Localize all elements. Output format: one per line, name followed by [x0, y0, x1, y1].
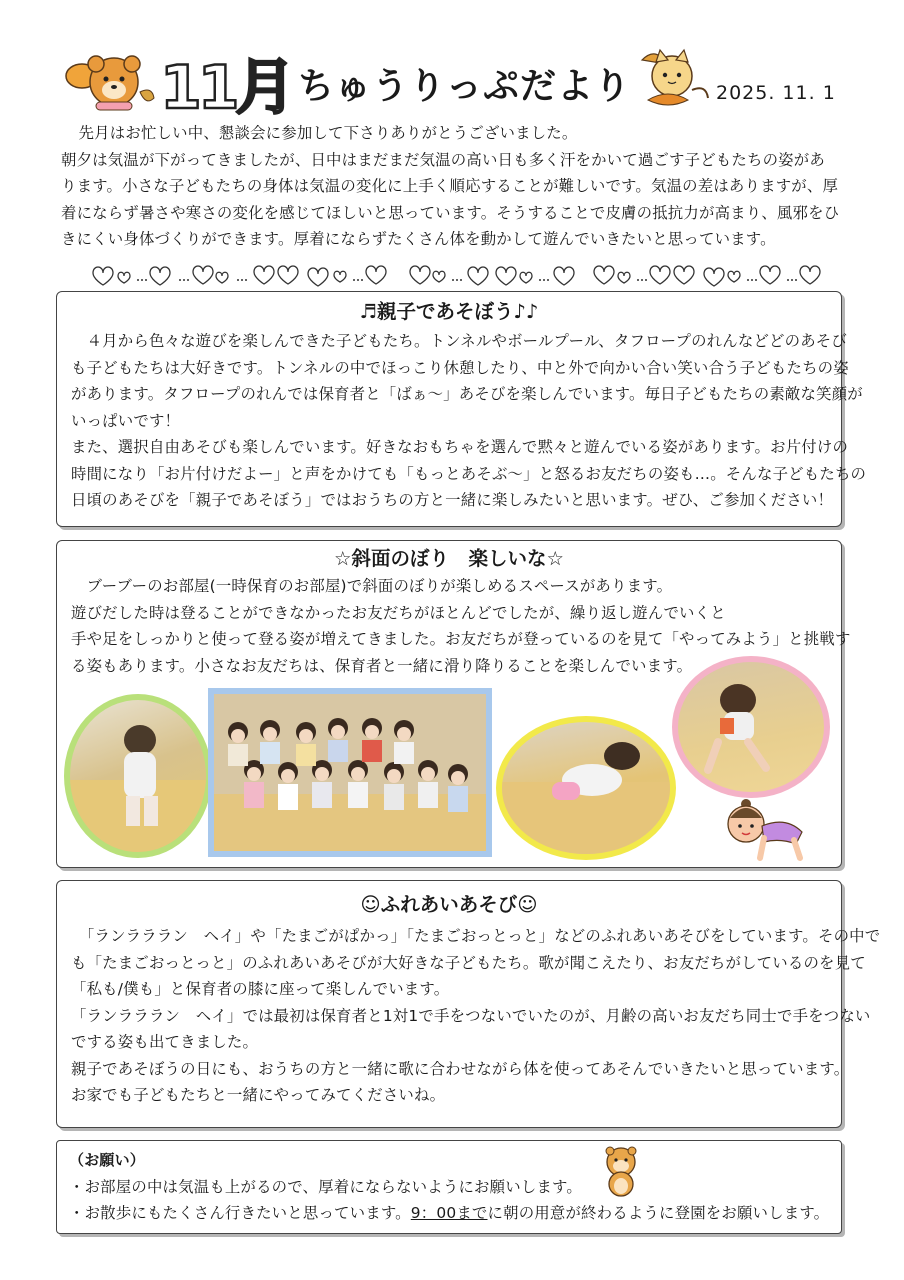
- section-line: 日頃のあそびを「親子であそぼう」ではおうちの方と一緒に楽しみたいと思います。ぜひ、ご参加ください！: [71, 491, 834, 509]
- section-line: 時間になり「お片付けだよー」と声をかけても「もっとあそぶ～」と怒るお友だちの姿も…。そんな子どもたちの: [71, 464, 867, 483]
- section-line: 遊びだした時は登ることができなかったお友だちがほとんどでしたが、繰り返し遊んでいくと: [71, 603, 726, 622]
- section-line: ブーブーのお部屋(一時保育のお部屋)で斜面のぼりが楽しめるスペースがあります。: [71, 577, 673, 595]
- section-line: 親子であそぼうの日にも、おうちの方と一緒に歌に合わせながら体を使ってあそんでいきたいと思っています。: [71, 1059, 850, 1078]
- photo-climbing-child-2: [496, 716, 676, 860]
- intro-line: 朝夕は気温が下がってきましたが、日中はまだまだ気温の高い日も多く汗をかいて過ごす子どもたちの姿があ: [61, 150, 825, 169]
- section-parent-child-play: [56, 291, 867, 527]
- section-line: る姿もあります。小さなお友だちは、保育者と一緒に滑り降りることを楽しんでいます。: [71, 656, 693, 675]
- cat-illustration: [634, 46, 714, 110]
- intro-line: きにくい身体づくりができます。厚着にならずたくさん体を動かして遊んでいきたいと思っています。: [61, 230, 776, 248]
- section-line: また、選択自由あそびも楽しんでいます。好きなおもちゃを選んで黙々と遊んでいる姿があります。お片付けの: [71, 438, 849, 456]
- section-line: 「ランラララン ヘイ」や「たまごがぱかっ」「たまごおっとっと」などのふれあいあそびをしています。その中で: [71, 927, 881, 945]
- section-line: 手や足をしっかりと使って登る姿が増えてきました。お友だちが登っているのを見て「やってみよう」と挑戦す: [71, 630, 851, 648]
- section-line: も「たまごおっとっと」のふれあいあそびが大好きな子どもたち。歌が聞こえたり、お友だちがしているのを見て: [71, 953, 866, 972]
- section-contact-play: [56, 880, 881, 1128]
- photo-climbing-child-1: [64, 694, 212, 858]
- section-line: があります。タフロープのれんでは保育者と「ばぁ～」あそびを楽しんでいます。毎日子どもたちの素敵な笑顔が: [71, 385, 863, 403]
- section-line: いっぱいです！: [71, 411, 181, 430]
- request-heading: （お願い）: [69, 1151, 146, 1169]
- section-heading: ♬親子であそぼう♪♪: [359, 300, 539, 323]
- section-heading: ☆斜面のぼり 楽しいな☆: [334, 547, 564, 570]
- request-box: [56, 1140, 842, 1234]
- issue-date: 2025. 11. 1: [716, 82, 836, 104]
- photo-climbing-child-3: [672, 656, 830, 798]
- intro-line: ります。小さな子どもたちの身体は気温の変化に上手く順応することが難しいです。気温の差はありますが、厚: [61, 177, 839, 195]
- section-heading: ☺ふれあいあそび☺: [360, 893, 538, 916]
- request-item-text: に朝の用意が終わるように登園をお願いします。: [487, 1204, 830, 1222]
- section-line: 「私も/僕も」と保育者の膝に座って楽しんでいます。: [71, 980, 450, 998]
- request-item: ・お部屋の中は気温も上がるので、厚着にならないようにお願いします。: [69, 1177, 582, 1196]
- intro-line: 着にならず暑さや寒さの変化を感じてほしいと思っています。そうすることで皮膚の抵抗力が高まり、風邪をひ: [61, 203, 840, 222]
- month-label: 11月: [160, 53, 292, 123]
- crawling-child-illustration: [724, 794, 808, 864]
- request-item-text: ・お散歩にもたくさん行きたいと思っています。: [69, 1204, 411, 1222]
- page-title: ちゅうりっぷだより: [298, 66, 632, 107]
- request-item: [69, 1200, 831, 1227]
- section-line: も子どもたちは大好きです。トンネルの中でほっこり休憩したり、中と外で向かい合い笑い合う子どもたちの姿: [71, 358, 849, 377]
- section-line: 「ランラララン ヘイ」では最初は保育者と1対1で手をつないでいたのが、月齢の高いお友だち同士で手をつない: [71, 1006, 871, 1025]
- section-line: お家でも子どもたちと一緒にやってみてくださいね。: [71, 1086, 446, 1104]
- tanuki-illustration: [600, 1146, 642, 1198]
- section-line: でする姿も出てきました。: [71, 1033, 259, 1051]
- request-time: 9：00まで: [410, 1204, 488, 1222]
- section-line: ４月から色々な遊びを楽しんできた子どもたち。トンネルやボールプール、タフロープのれんなどどのあそび: [71, 332, 847, 350]
- bear-illustration: [62, 52, 158, 114]
- intro-line: 先月はお忙しい中、懇談会に参加して下さりありがとうございました。: [63, 124, 578, 142]
- intro-paragraph: [63, 120, 853, 253]
- photo-group-children: [208, 688, 492, 857]
- hearts-divider: [88, 258, 828, 288]
